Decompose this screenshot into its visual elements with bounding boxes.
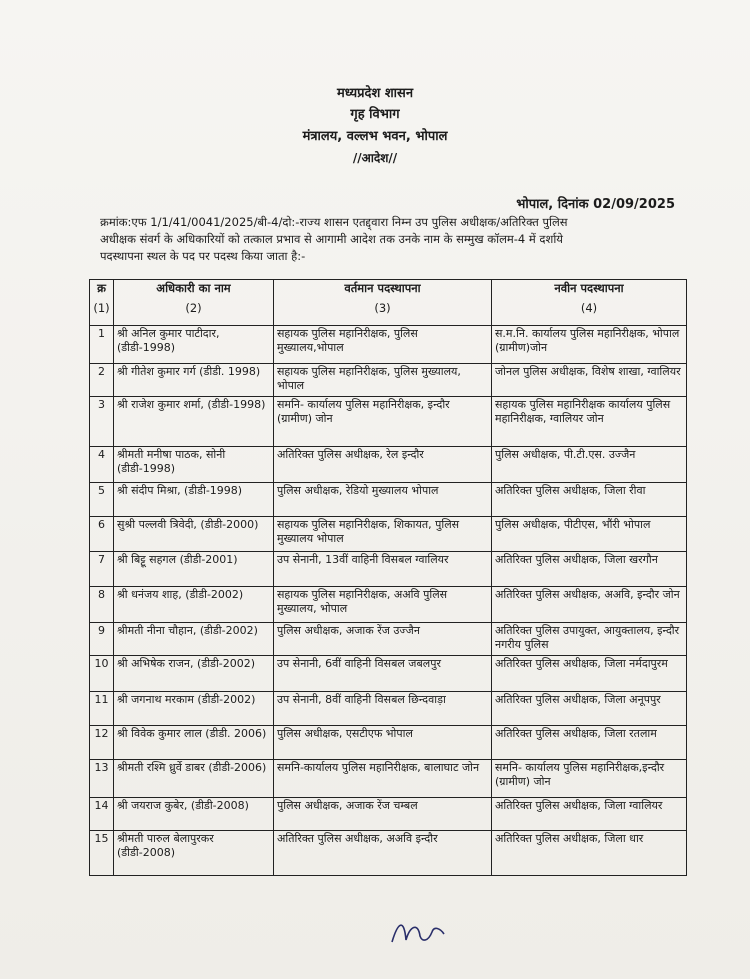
table-row <box>90 483 687 517</box>
current-posting-cell: सहायक पुलिस महानिरीक्षक, पुलिस मुख्यालय, भोपाल <box>274 364 492 397</box>
table-row <box>90 726 687 760</box>
table-row <box>90 798 687 831</box>
current-posting-cell: सहायक पुलिस महानिरीक्षक, शिकायत, पुलिस मुख्यालय भोपाल <box>274 517 492 552</box>
new-posting-cell: समनि- कार्यालय पुलिस महानिरीक्षक,इन्दौर (ग्रामीण) जोन <box>492 760 687 798</box>
new-posting-cell: अतिरिक्त पुलिस उपायुक्त, आयुक्तालय, इन्दौर नगरीय पुलिस <box>492 623 687 656</box>
new-posting-cell: जोनल पुलिस अधीक्षक, विशेष शाखा, ग्वालियर <box>492 364 687 397</box>
col-header-new-posting: नवीन पदस्थापना (4) <box>492 280 687 326</box>
table-row <box>90 517 687 552</box>
officer-name-cell: श्री अभिषेक राजन, (डीडी-2002) <box>114 656 274 692</box>
serial-cell: 3 <box>90 397 114 447</box>
table-row <box>90 760 687 798</box>
officer-name-cell: श्री बिट्टू सहगल (डीडी-2001) <box>114 552 274 587</box>
officer-name-cell: श्रीमती रश्मि ध्रुर्वे डाबर (डीडी-2006) <box>114 760 274 798</box>
current-posting-cell: पुलिस अधीक्षक, रेडियो मुख्यालय भोपाल <box>274 483 492 517</box>
postings-table <box>89 279 687 876</box>
officer-name-cell: श्री धनंजय शाह, (डीडी-2002) <box>114 587 274 623</box>
col-header-officer-name: अधिकारी का नाम (2) <box>114 280 274 326</box>
officer-name-cell: श्री राजेश कुमार शर्मा, (डीडी-1998) <box>114 397 274 447</box>
new-posting-cell: स.म.नि. कार्यालय पुलिस महानिरीक्षक, भोपाल (ग्रामीण)जोन <box>492 326 687 364</box>
table-row <box>90 397 687 447</box>
serial-cell: 12 <box>90 726 114 760</box>
serial-cell: 13 <box>90 760 114 798</box>
table-row <box>90 447 687 483</box>
new-posting-cell: पुलिस अधीक्षक, पीटीएस, भौंरी भोपाल <box>492 517 687 552</box>
new-posting-cell: अतिरिक्त पुलिस अधीक्षक, जिला धार <box>492 831 687 876</box>
officer-name-cell: श्री संदीप मिश्रा, (डीडी-1998) <box>114 483 274 517</box>
officer-name-cell: श्री जगनाथ मरकाम (डीडी-2002) <box>114 692 274 726</box>
officer-name-cell: श्रीमती मनीषा पाठक, सोनी (डीडी-1998) <box>114 447 274 483</box>
header-department: गृह विभाग <box>350 107 400 122</box>
officer-name-cell: श्री जयराज कुबेर, (डीडी-2008) <box>114 798 274 831</box>
serial-cell: 7 <box>90 552 114 587</box>
serial-cell: 14 <box>90 798 114 831</box>
serial-cell: 5 <box>90 483 114 517</box>
table-row <box>90 692 687 726</box>
table-row <box>90 364 687 397</box>
serial-cell: 15 <box>90 831 114 876</box>
current-posting-cell: पुलिस अधीक्षक, अजाक रेंज चम्बल <box>274 798 492 831</box>
place-date: भोपाल, दिनांक 02/09/2025 <box>516 197 675 212</box>
officer-name-cell: श्री अनिल कुमार पाटीदार, (डीडी-1998) <box>114 326 274 364</box>
serial-cell: 9 <box>90 623 114 656</box>
officer-name-cell: सुश्री पल्लवी त्रिवेदी, (डीडी-2000) <box>114 517 274 552</box>
serial-cell: 2 <box>90 364 114 397</box>
order-line-3: पदस्थापना स्थल के पद पर पदस्थ किया जाता है:- <box>100 249 306 263</box>
table-row <box>90 552 687 587</box>
officer-name-cell: श्री विवेक कुमार लाल (डीडी. 2006) <box>114 726 274 760</box>
current-posting-cell: उप सेनानी, 6वीं वाहिनी विसबल जबलपुर <box>274 656 492 692</box>
new-posting-cell: अतिरिक्त पुलिस अधीक्षक, जिला अनूपपुर <box>492 692 687 726</box>
new-posting-cell: अतिरिक्त पुलिस अधीक्षक, जिला नर्मदापुरम <box>492 656 687 692</box>
serial-cell: 8 <box>90 587 114 623</box>
serial-cell: 10 <box>90 656 114 692</box>
officer-name-cell: श्रीमती पारुल बेलापुरकर (डीडी-2008) <box>114 831 274 876</box>
new-posting-cell: अतिरिक्त पुलिस अधीक्षक, अअवि, इन्दौर जोन <box>492 587 687 623</box>
current-posting-cell: समनि-कार्यालय पुलिस महानिरीक्षक, बालाघाट जोन <box>274 760 492 798</box>
current-posting-cell: पुलिस अधीक्षक, एसटीएफ भोपाल <box>274 726 492 760</box>
officer-name-cell: श्री गीतेश कुमार गर्ग (डीडी. 1998) <box>114 364 274 397</box>
header-ministry-address: मंत्रालय, वल्लभ भवन, भोपाल <box>302 129 448 144</box>
header-order-title: //आदेश// <box>352 151 398 165</box>
current-posting-cell: उप सेनानी, 8वीं वाहिनी विसबल छिन्दवाड़ा <box>274 692 492 726</box>
table-row <box>90 831 687 876</box>
current-posting-cell: अतिरिक्त पुलिस अधीक्षक, रेल इन्दौर <box>274 447 492 483</box>
current-posting-cell: सहायक पुलिस महानिरीक्षक, पुलिस मुख्यालय,भोपाल <box>274 326 492 364</box>
new-posting-cell: अतिरिक्त पुलिस अधीक्षक, जिला रतलाम <box>492 726 687 760</box>
new-posting-cell: अतिरिक्त पुलिस अधीक्षक, जिला खरगौन <box>492 552 687 587</box>
order-line-1: क्रमांक:एफ 1/1/41/0041/2025/बी-4/दो:-राज्य शासन एतद्द्वारा निम्न उप पुलिस अधीक्षक/अतिरिक्त पुलिस <box>100 215 568 229</box>
serial-cell: 6 <box>90 517 114 552</box>
current-posting-cell: पुलिस अधीक्षक, अजाक रेंज उज्जैन <box>274 623 492 656</box>
current-posting-cell: सहायक पुलिस महानिरीक्षक, अअवि पुलिस मुख्यालय, भोपाल <box>274 587 492 623</box>
table-row <box>90 656 687 692</box>
current-posting-cell: समनि- कार्यालय पुलिस महानिरीक्षक, इन्दौर (ग्रामीण) जोन <box>274 397 492 447</box>
new-posting-cell: सहायक पुलिस महानिरीक्षक कार्यालय पुलिस महानिरीक्षक, ग्वालियर जोन <box>492 397 687 447</box>
new-posting-cell: पुलिस अधीक्षक, पी.टी.एस. उज्जैन <box>492 447 687 483</box>
table-row <box>90 326 687 364</box>
col-header-current-posting: वर्तमान पदस्थापना (3) <box>274 280 492 326</box>
new-posting-cell: अतिरिक्त पुलिस अधीक्षक, जिला रीवा <box>492 483 687 517</box>
header-state-government: मध्यप्रदेश शासन <box>336 86 414 101</box>
serial-cell: 11 <box>90 692 114 726</box>
table-row <box>90 587 687 623</box>
order-paragraph <box>100 214 680 265</box>
officer-name-cell: श्रीमती नीना चौहान, (डीडी-2002) <box>114 623 274 656</box>
new-posting-cell: अतिरिक्त पुलिस अधीक्षक, जिला ग्वालियर <box>492 798 687 831</box>
serial-cell: 1 <box>90 326 114 364</box>
table-row <box>90 623 687 656</box>
order-line-2: अधीक्षक संवर्ग के अधिकारियों को तत्काल प्रभाव से आगामी आदेश तक उनके नाम के सम्मुख कॉलम-4 में दर्शाये <box>100 232 563 246</box>
current-posting-cell: अतिरिक्त पुलिस अधीक्षक, अअवि इन्दौर <box>274 831 492 876</box>
table-header-row <box>90 280 687 326</box>
current-posting-cell: उप सेनानी, 13वीं वाहिनी विसबल ग्वालियर <box>274 552 492 587</box>
signature-mark <box>388 912 448 952</box>
serial-cell: 4 <box>90 447 114 483</box>
col-header-serial: क्र (1) <box>90 280 114 326</box>
